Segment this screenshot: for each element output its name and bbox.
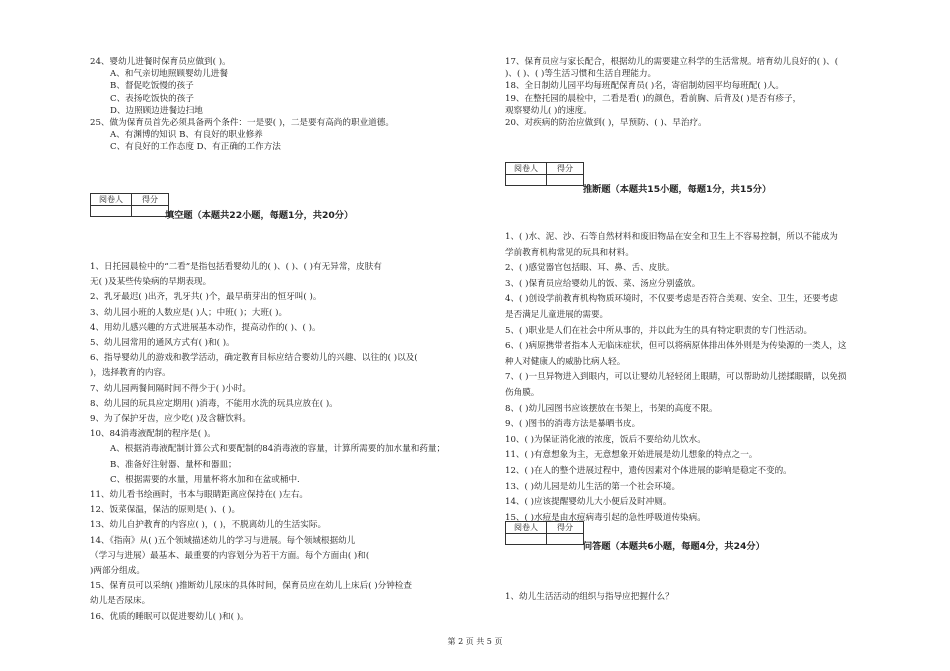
text-line: 4、用幼儿感兴趣的方式进展基本动作，提高动作的( )、( )。: [90, 322, 321, 333]
text-line: 是否满足儿童进展的需要。: [505, 310, 609, 320]
text-line: 13、幼儿自护教育的内容应( )，( )，不脱离幼儿的生活实际。: [90, 520, 327, 531]
text-line: 7、( )一旦异物进入到眼内，可以让婴幼儿轻轻闭上眼睛，可以帮助幼儿搓揉眼睛，以免损: [505, 372, 847, 383]
grader-label: 阅卷人: [506, 163, 547, 175]
text-line: 9、为了保护牙齿，应少吃( )及含糖饮料。: [90, 414, 251, 424]
text-line: 伤角膜。: [505, 388, 540, 398]
text-line: A、根据消毒液配制计算公式和要配制的84消毒液的容量，计算所需要的加水量和药量；: [110, 444, 446, 455]
text-line: 1、日托园晨检中的“二看”是指包括看婴幼儿的( )、( )、( )有无异常，皮肤有: [90, 262, 382, 272]
text-line: 2、乳牙最迟( )出齐，乳牙共( )个，最早萌芽出的恒牙叫( )。: [90, 292, 322, 303]
text-line: 7、幼儿园两餐间隔时间不得少于( )小时。: [90, 383, 251, 394]
section-title-fill-blank: 填空题（本题共22小题，每题1分，共20分）: [165, 210, 354, 221]
text-line: 学前教育机构常见的玩具和材料。: [505, 247, 634, 258]
score-cell: [132, 206, 169, 217]
text-line: C、根据需要的水量，用量杯将水加和在盆或桶中.: [110, 474, 300, 485]
text-line: A、和气亲切地照顾婴幼儿进餐: [110, 69, 228, 80]
grader-label: 阅卷人: [506, 522, 547, 534]
text-line: 5、幼儿园常用的通风方式有( )和( )。: [90, 338, 235, 348]
grader-cell: [91, 206, 132, 217]
text-line: 3、幼儿园小班的人数应是( )人；中班( )；大班( )。: [90, 307, 288, 318]
text-line: 2、( )感觉器官包括眼、耳、鼻、舌、皮肤。: [505, 263, 675, 274]
text-line: 20、对疾病的防治应做到( )，早预防、( )、早治疗。: [505, 118, 707, 128]
grader-cell: [506, 534, 547, 545]
text-line: 6、( )病原携带者指本人无临床症状，但可以将病原体排出体外则是为传染源的一类人，这: [505, 341, 847, 352]
text-line: 种人对健康人的威胁比病人轻。: [505, 356, 626, 367]
text-line: )两部分组成。: [90, 566, 145, 576]
text-line: 6、指导婴幼儿的游戏和教学活动，确定教育目标应结合婴幼儿的兴趣、以往的( )以及(: [90, 353, 418, 364]
text-line: )，选择教育的内容。: [90, 368, 171, 379]
text-line: 15、保育员可以采纳( )推断幼儿尿床的具体时间，保育员应在幼儿上床后( )分钟检查: [90, 581, 412, 592]
text-line: 25、做为保育员首先必须具备两个条件：一是要( )，二是要有高尚的职业道德。: [90, 118, 394, 128]
text-line: 12、( )在人的整个进展过程中，遗传因素对个体进展的影响是稳定不变的。: [505, 466, 792, 476]
text-line: 8、幼儿园的玩具应定期用( )消毒，不能用水洗的玩具应放在( )。: [90, 398, 338, 409]
text-line: 14、《指南》从( )五个领域描述幼儿的学习与进展。每个领域根据幼儿: [90, 535, 356, 546]
score-label: 得分: [547, 522, 584, 534]
score-box-judgement: [505, 162, 584, 186]
score-label: 得分: [547, 163, 584, 175]
page-footer: 第 2 页 共 5 页: [447, 637, 503, 646]
text-line: C、表扬吃饭快的孩子: [110, 93, 194, 104]
section-title-qa: 问答题（本题共6小题，每题4分，共24分）: [583, 541, 765, 552]
text-line: B、督促吃饭慢的孩子: [110, 81, 194, 92]
score-box-qa: [505, 521, 584, 545]
text-line: 幼儿是否尿床。: [90, 596, 151, 607]
text-line: 3、( )保育员应给婴幼儿的饭、菜、汤应分别盛放。: [505, 278, 701, 289]
text-line: 15、( )水痘是由水痘病毒引起的急性呼吸道传染病。: [505, 512, 706, 523]
text-line: 11、( )有意想象为主，无意想象开始进展是幼儿想象的特点之一。: [505, 450, 758, 461]
text-line: 16、优质的睡眠可以促进婴幼儿( )和( )。: [90, 611, 249, 622]
text-line: 5、( )职业是人们在社会中所从事的，并以此为生的具有特定职责的专门性活动。: [505, 325, 813, 336]
qa-question-1: 1、幼儿生活活动的组织与指导应把握什么？: [505, 592, 674, 602]
text-line: 19、在整托园的晨检中，二看是看( )的颜色，看前胸、后背及( )是否有疹子，: [505, 93, 802, 104]
text-line: 1、( )水、泥、沙、石等自然材料和废旧物品在安全和卫生上不容易控制，所以不能成为: [505, 232, 838, 242]
text-line: 无( )及某些传染病的早期表现。: [90, 277, 212, 288]
score-box-fill-blank: [90, 193, 169, 217]
text-line: 10、( )为保证消化液的浓度，饭后不要给幼儿饮水。: [505, 434, 706, 445]
score-label: 得分: [132, 194, 169, 206]
text-line: 17、保育员应与家长配合，根据幼儿的需要建立科学的生活常规。培育幼儿良好的( )、(: [505, 57, 839, 67]
text-line: 11、幼儿看书绘画时，书本与眼睛距离应保持在( )左右。: [90, 490, 309, 500]
text-line: C、有良好的工作态度 D、有正确的工作方法: [110, 142, 281, 153]
text-line: （学习与进展）最基本、最重要的内容划分为若干方面。每个方面由( )和(: [90, 550, 370, 561]
section-title-judgement: 推断题（本题共15小题，每题1分，共15分）: [583, 184, 772, 195]
text-line: D、边照顾边进餐边扫地: [110, 105, 203, 116]
text-line: )、( )、( )等生活习惯和生活自理能力。: [505, 69, 657, 80]
text-line: 10、84消毒液配制的程序是( )。: [90, 429, 216, 440]
text-line: 18、全日制幼儿园平均每班配保育员( )名，寄宿制幼园平均每班配( )人。: [505, 81, 785, 92]
grader-label: 阅卷人: [91, 194, 132, 206]
text-line: 12、饭菜保温，保洁的原则是( )、( )。: [90, 505, 241, 516]
text-line: 9、( )图书的消毒方法是暴晒书皮。: [505, 419, 641, 430]
text-line: 4、( )创设学前教育机构物质环境时，不仅要考虑是否符合美观、安全、卫生，还要考虑: [505, 294, 838, 305]
text-line: B、准备好注射器、量杯和器皿；: [110, 459, 237, 470]
text-line: 8、( )幼儿园图书应该摆放在书架上，书架的高度不限。: [505, 403, 718, 414]
text-line: 观察婴幼儿( )的速度。: [505, 105, 592, 116]
score-cell: [547, 175, 584, 186]
text-line: A、有渊博的知识 B、有良好的职业修养: [110, 130, 263, 141]
score-cell: [547, 534, 584, 545]
text-line: 24、婴幼儿进餐时保育员应做到( )。: [90, 57, 231, 67]
text-line: 14、( )应该提醒婴幼儿大小便后及时冲厕。: [505, 497, 672, 508]
text-line: 13、( )幼儿园是幼儿生活的第一个社会环境。: [505, 481, 681, 492]
grader-cell: [506, 175, 547, 186]
